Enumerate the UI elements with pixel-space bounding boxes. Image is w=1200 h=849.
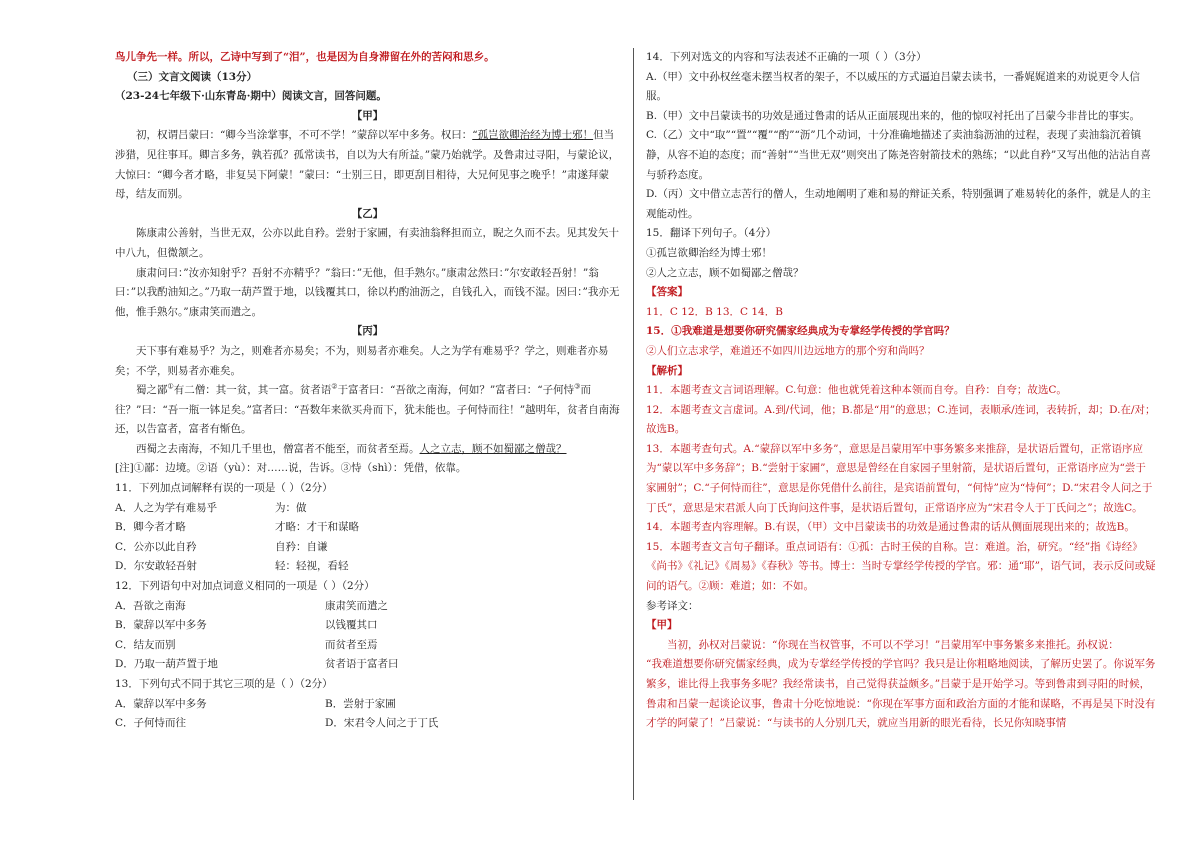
- q13-option: A．蒙辞以军中多务 B．尝射于家圃: [115, 697, 396, 710]
- q14-option-b: B.（甲）文中吕蒙读书的功效是通过鲁肃的话从正面展现出来的，他的惊叹衬托出了吕蒙今非昔比的事实。: [646, 109, 1141, 122]
- q11-option: C．公亦以此自矜 自矜：自谦: [115, 540, 328, 553]
- right-column: [646, 48, 1156, 734]
- answer-list: 11．C 12．B 13．C 14．B: [646, 305, 783, 318]
- reference-paragraph-1: 当初，孙权对吕蒙说：“你现在当权管事，不可以不学习！”吕蒙用军中事务繁多来推托。孙权说：: [667, 638, 1119, 651]
- q13-option: C．子何恃而往 D．宋君令人问之于丁氏: [115, 717, 439, 730]
- yi-paragraph-1: 陈康肃公善射，当世无双，公亦以此自矜。尝射于家圃，有卖油翁释担而立，睨之久而不去。见其发矢十中八九，但微颔之。: [115, 227, 619, 259]
- question-15: 15．翻译下列句子。（4分）: [646, 227, 777, 240]
- bing-underlined: 人之立志，顾不如蜀鄙之僧哉？: [419, 442, 567, 455]
- analysis-15: 15．本题考查文言句子翻译。重点词语有：①孤：古时王侯的自称。岂：难道。治，研究。“经”指《诗经》《尚书》《礼记》《周易》《春秋》等书。博士：当时专掌经学传授的学官。邪：通“耶”，语气词，表示反问或疑问的语气。②顾：难道；如：不如。: [646, 540, 1156, 593]
- answer-title: 【答案】: [646, 286, 688, 299]
- source-line: （23-24七年级下·山东青岛·期中）阅读文言，回答问题。: [115, 90, 387, 103]
- intro-red-text: 鸟儿争先一样。所以，乙诗中写到了“泪”，也是因为自身滞留在外的苦闷和思乡。: [115, 51, 495, 63]
- q11-option: B．卿今者才略 才略：才干和谋略: [115, 521, 359, 534]
- yi-paragraph-2: 康肃问曰：”汝亦知射乎？吾射不亦精乎？”翁曰：”无他，但手熟尔。”康肃忿然曰：”尔安敢轻吾射！”翁曰：”以我酌油知之。”乃取一葫芦置于地，以钱覆其口，徐以杓酌油沥之，自钱孔入，而钱不湿。因曰：”我亦无他，惟手熟尔。”康肃笑而遣之。: [115, 266, 620, 318]
- section-title: （三）文言文阅读（13分）: [127, 70, 258, 83]
- analysis-title: 【解析】: [646, 364, 688, 377]
- analysis-13: 13．本题考查句式。A.“蒙辞以军中多务”，意思是吕蒙用军中事务繁多来推辞，是状语后置句，正常语序应为“蒙以军中多务辞”；B.“尝射于家圃”，意思是曾经在自家园子里射箭，是状语后置句，正常语序应为“尝于家圃射”；C.“子何恃而往”，意思是你凭借什么前往，是宾语前置句，“何恃”应为“恃何”；D.“宋君令人问之于丁氏”，意思是宋君派人向丁氏询问这件事，是状语后置句，正常语序应为“宋君令人于丁氏问之”；故选C。: [646, 442, 1153, 514]
- q14-option-a: A.（甲）文中孙权丝毫未摆当权者的架子，不以威压的方式逼迫吕蒙去读书，一番娓娓道来的劝说更令人信服。: [646, 70, 1140, 103]
- q12-option: C．结友而别 而贫者至焉: [115, 638, 378, 651]
- yi-title: 【乙】: [351, 207, 384, 220]
- jia-paragraph: 初，权谓吕蒙曰：“卿今当涂掌事，不可不学！”蒙辞以军中多务。权曰：“孤岂欲卿治经为博士邪！但当涉猎，见往事耳。卿言多务，孰若孤？孤常读书，自以为大有所益。”蒙乃始就学。及鲁肃过寻阳，与蒙论议，大惊曰：“卿今者才略，非复吴下阿蒙！”蒙曰：“士别三日，即更刮目相待，大兄何见事之晚乎！”肃遂拜蒙母，结友而别。: [115, 129, 620, 201]
- analysis-11: 11．本题考查文言词语理解。C.句意：他也就凭着这种本领而自夸。自矜：自夸；故选C。: [646, 384, 1067, 397]
- reference-title: 参考译文：: [646, 599, 699, 612]
- q12-option: D．乃取一葫芦置于地 贫者语于富者曰: [115, 658, 399, 671]
- question-11: 11．下列加点词解释有误的一项是（ ）（2分）: [115, 482, 333, 495]
- q12-option: A．吾欲之南海 康肃笑而遣之: [115, 599, 388, 612]
- jia-title: 【甲】: [351, 109, 384, 122]
- q11-option: A．人之为学有难易乎 为：做: [115, 501, 307, 514]
- left-column: [115, 48, 620, 734]
- q12-option: B．蒙辞以军中多务 以钱覆其口: [115, 619, 378, 632]
- analysis-14: 14．本题考查内容理解。B.有误，（甲）文中吕蒙读书的功效是通过鲁肃的话从侧面展现出来的；故选B。: [646, 521, 1135, 534]
- question-13: 13．下列句式不同于其它三项的是（ ）（2分）: [115, 678, 333, 690]
- q14-option-d: D.（丙）文中借立志苦行的僧人，生动地阐明了难和易的辩证关系，特别强调了难易转化的条件，就是人的主观能动性。: [646, 188, 1151, 220]
- q15-sentence-1: ①孤岂欲卿治经为博士邪！: [646, 246, 772, 259]
- reference-paragraph-2: “我难道想要你研究儒家经典，成为专掌经学传授的学官吗？我只是让你粗略地阅读，了解历史罢了。你说军务繁多，谁比得上我事务多呢？我经常读书，自己觉得获益颇多。”吕蒙于是开始学习。等到鲁肃到寻阳的时候，鲁肃和吕蒙一起谈论议事，鲁肃十分吃惊地说：“你现在军事方面和政治方面的才能和谋略，不再是吴下时没有才学的阿蒙了！”吕蒙说：“与读书的人分别几天，就应当用新的眼光看待，长兄你知晓事情: [646, 658, 1156, 730]
- q14-option-c: C.（乙）文中“取”“置”“覆”“酌”“沥”几个动词，十分准确地描述了卖油翁沥油的过程，表现了卖油翁沉着镇静，从容不迫的态度；而“善射”“当世无双”则突出了陈尧咨射箭技术的熟练；“以此自矜”又写出他的沾沾自喜与骄矜态度。: [646, 129, 1151, 181]
- question-12: 12．下列语句中对加点词意义相同的一项是（ ）（2分）: [115, 580, 375, 593]
- bing-paragraph-2: 蜀之鄙①有二僧：其一贫，其一富。贫者语②于富者曰：“吾欲之南海，何如？”富者曰：“子何恃③而往？”曰：“吾一瓶一钵足矣。”富者曰：“吾数年来欲买舟而下，犹未能也。子何恃而往！”越明年，贫者自南海还，以告富者，富者有惭色。: [115, 382, 620, 436]
- question-14: 14．下列对选文的内容和写法表述不正确的一项（ ）（3分）: [646, 51, 927, 63]
- bing-title: 【丙】: [351, 325, 384, 338]
- q11-option: D．尔安敢轻吾射 轻：轻视，看轻: [115, 560, 349, 573]
- jia-underlined: “孤岂欲卿治经为博士邪！: [472, 129, 594, 142]
- q15-sentence-2: ②人之立志，顾不如蜀鄙之僧哉？: [646, 266, 804, 279]
- bing-paragraph-1: 天下事有难易乎？为之，则难者亦易矣；不为，则易者亦难矣。人之为学有难易乎？学之，则难者亦易矣；不学，则易者亦难矣。: [115, 344, 609, 377]
- annotation-note: [注]①鄙：边境。②语（yù）：对……说，告诉。③恃（shì）：凭借，依靠。: [115, 462, 467, 475]
- bing-paragraph-3: 西蜀之去南海，不知几千里也，僧富者不能至，而贫者至焉。人之立志，顾不如蜀鄙之僧哉？: [136, 442, 567, 455]
- column-divider: [633, 48, 634, 800]
- reference-jia-title: 【甲】: [646, 619, 678, 632]
- answer-15-1: 15．①我难道是想要你研究儒家经典成为专掌经学传授的学官吗？: [646, 325, 955, 338]
- answer-15-2: ②人们立志求学，难道还不如四川边远地方的那个穷和尚吗？: [646, 344, 930, 357]
- analysis-12: 12．本题考查文言虚词。A.到/代词，他；B.都是“用”的意思；C.连词，表顺承/连词，表转折，却；D.在/对；故选B。: [646, 403, 1156, 436]
